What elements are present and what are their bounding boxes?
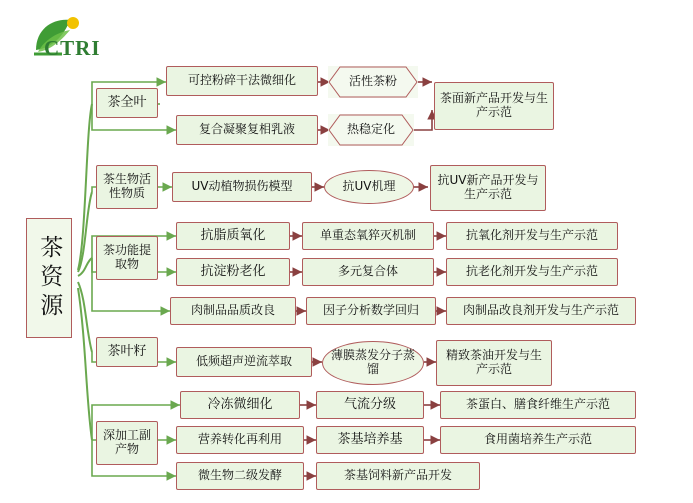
- process-node[interactable]: 营养转化再利用: [176, 426, 304, 454]
- process-node[interactable]: 抗脂质氧化: [176, 222, 290, 250]
- branch-label-3[interactable]: 茶功能提取物: [96, 236, 158, 280]
- middle-node-box[interactable]: 因子分析数学回归: [306, 297, 436, 325]
- output-node[interactable]: 食用菌培养生产示范: [440, 426, 636, 454]
- middle-node-ellipse[interactable]: [322, 341, 424, 385]
- middle-node-label: 热稳定化: [346, 122, 395, 137]
- output-node[interactable]: 抗氧化剂开发与生产示范: [446, 222, 618, 250]
- middle-node-box[interactable]: 气流分级: [316, 391, 424, 419]
- middle-node-box[interactable]: 茶基饲料新产品开发: [316, 462, 480, 490]
- process-node[interactable]: 复合凝聚复相乳液: [176, 115, 318, 145]
- process-node[interactable]: 可控粉碎干法微细化: [166, 66, 318, 96]
- process-node[interactable]: 肉制品品质改良: [170, 297, 296, 325]
- process-node[interactable]: UV动植物损伤模型: [172, 172, 312, 202]
- middle-node-box[interactable]: 茶基培养基: [316, 426, 424, 454]
- output-node[interactable]: 茶面新产品开发与生产示范: [434, 82, 554, 130]
- process-node[interactable]: 冷冻微细化: [180, 391, 300, 419]
- branch-label-5[interactable]: 深加工副产物: [96, 421, 158, 465]
- middle-node-label: 薄膜蒸发分子蒸馏: [330, 348, 415, 376]
- root-node: 茶资源: [26, 218, 72, 338]
- middle-node-box[interactable]: 单重态氧猝灭机制: [302, 222, 434, 250]
- middle-node-hexagon[interactable]: [328, 114, 414, 146]
- middle-node-ellipse[interactable]: 抗UV机理: [324, 170, 414, 204]
- middle-node-hexagon[interactable]: [328, 66, 418, 98]
- process-node[interactable]: 抗淀粉老化: [176, 258, 290, 286]
- branch-label-1[interactable]: 茶全叶: [96, 88, 158, 118]
- logo-text: CTRI: [44, 36, 101, 60]
- middle-node-label: 活性茶粉: [348, 74, 397, 89]
- process-node[interactable]: 微生物二级发酵: [176, 462, 304, 490]
- branch-label-2[interactable]: 茶生物活性物质: [96, 165, 158, 209]
- output-node[interactable]: 抗UV新产品开发与生产示范: [430, 165, 546, 211]
- output-node[interactable]: 抗老化剂开发与生产示范: [446, 258, 618, 286]
- output-node[interactable]: 肉制品改良剂开发与生产示范: [446, 297, 636, 325]
- output-node[interactable]: 茶蛋白、膳食纤维生产示范: [440, 391, 636, 419]
- output-node[interactable]: 精致茶油开发与生产示范: [436, 340, 552, 386]
- branch-label-4[interactable]: 茶叶籽: [96, 337, 158, 367]
- process-node[interactable]: 低频超声逆流萃取: [176, 347, 312, 377]
- middle-node-box[interactable]: 多元复合体: [302, 258, 434, 286]
